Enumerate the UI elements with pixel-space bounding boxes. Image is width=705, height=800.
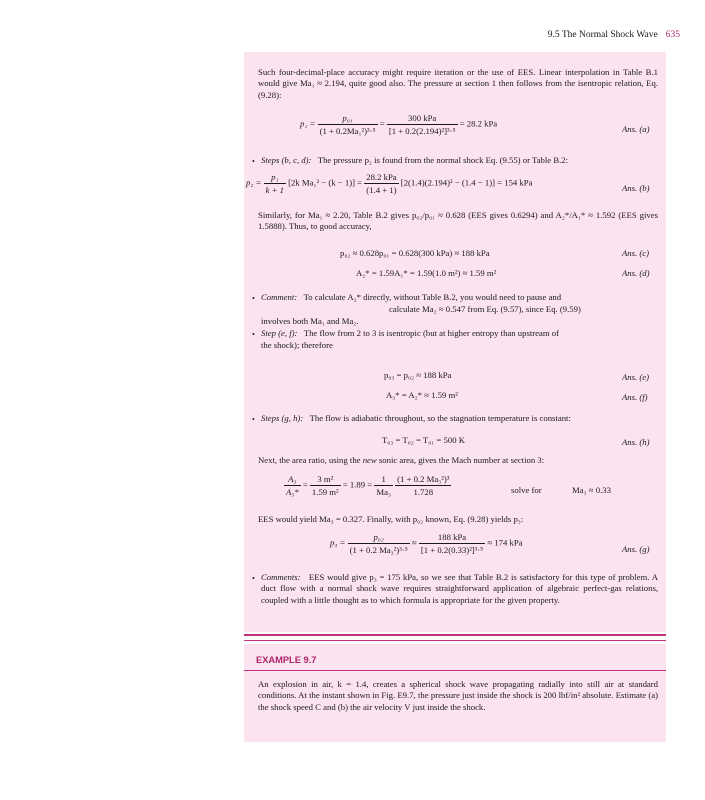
steps-gh: Steps (g, h): The flow is adiabatic throughout, so the stagnation temperature is constant: (261, 413, 571, 423)
answer-h: Ans. (h) (622, 437, 650, 447)
answer-b: Ans. (b) (622, 183, 650, 193)
eq-a-frac1: $\frac{\text{p₀₁}}{\text{(1 + 0.2Ma₁²)³·⁵}}$ (319, 113, 376, 136)
bullet-icon: • (252, 574, 255, 583)
similar-paragraph: Similarly, for Ma₁ ≈ 2.20, Table B.2 gives p₀₂/p₀₁ ≈ 0.628 (EES gives 0.6294) and A₂*/A₁* ≈ 1.592 (EES gives 1.5888). Thus, to good accuracy, (258, 210, 658, 232)
example-heading: EXAMPLE 9.7 (256, 655, 317, 665)
eq-a-frac2: $\frac{\text{300 kPa}}{\text{[1 + 0.2(2.194)²]³·⁵}}$ (388, 113, 456, 136)
bullet-icon: • (252, 330, 255, 339)
bullet-icon: • (252, 157, 255, 166)
ma3-result: Ma₃ ≈ 0.33 (572, 485, 611, 495)
next-paragraph: Next, the area ratio, using the new sonic area, gives the Mach number at section 3: (258, 455, 545, 465)
section-title: 9.5 The Normal Shock Wave (547, 30, 658, 40)
bullet-icon: • (252, 294, 255, 303)
eq-a-result: = 28.2 kPa (459, 118, 498, 129)
equation-g: p₃ = $\frac{\text{p₀₂}}{\text{(1 + 0.2 Ma₃²)³·⁵}}$ ≈ $\frac{\text{188 kPa}}{\text{[1 + 0.2(0.33)²]³·⁵}}$ ≈ 174 kPa (330, 532, 523, 555)
comments2-paragraph: Comments: EES would give p₃ = 175 kPa, so we see that Table B.2 is satisfactory for this type of problem. A duct flow with a normal shock wave requires straightforward application of algebraic perfect-gas relations, coupled with a little thought as to which formula is appropriate for the given property. (261, 572, 659, 605)
step-ef-line2: the shock); therefore (261, 340, 333, 350)
answer-e: Ans. (e) (622, 372, 650, 382)
equation-e: p₀₃ = p₀₂ ≈ 188 kPa (384, 370, 452, 380)
running-header (0, 30, 680, 40)
divider-rule-thin (244, 640, 666, 641)
divider-rule-top (244, 634, 666, 636)
answer-d: Ans. (d) (622, 268, 650, 278)
steps-bcd: Steps (b, c, d): The pressure p₂ is found from the normal shock Eq. (9.55) or Table B.2: (261, 155, 569, 165)
solve-for: solve for (511, 485, 542, 495)
comment1-line1: Comment: To calculate A₂* directly, without Table B.2, you would need to pause and (261, 292, 562, 302)
equation-c: p₀₂ ≈ 0.628p₀₁ = 0.628(300 kPa) ≈ 188 kPa (340, 248, 490, 258)
comment1-line3: involves both Ma₁ and Ma₂. (261, 316, 359, 326)
eq-a-lhs: p₁ = (300, 118, 316, 129)
answer-g: Ans. (g) (622, 544, 650, 554)
answer-a: Ans. (a) (622, 124, 650, 134)
page-number: 635 (665, 30, 680, 40)
example-paragraph: An explosion in air, k = 1.4, creates a spherical shock wave propagating radially into still air at standard conditions. At the instant shown in Fig. E9.7, the pressure just inside the shock is 200 lbf/in² absolute. Estimate (a) the shock speed C and (b) the air velocity V just inside the shock. (258, 679, 658, 712)
answer-f: Ans. (f) (622, 392, 648, 402)
equation-a: p₁ = $\frac{\text{p₀₁}}{\text{(1 + 0.2Ma₁²)³·⁵}}$ = $\frac{\text{300 kPa}}{\text{[1 + 0.2(2.194)²]³·⁵}}$ = 28.2 kPa (300, 113, 498, 136)
equation-d: A₂* = 1.59A₁* = 1.59(1.0 m²) ≈ 1.59 m² (356, 268, 497, 278)
equation-b: p₂ = $\frac{\text{p₁}}{k + 1}$ [2k Ma₁² − (k − 1)] = $\frac{\text{28.2 kPa}}{(1.4 + 1)}$ [2(1.4)(2.194)² − (1.4 − 1)] = 154 kPa (246, 172, 533, 195)
example-heading-rule (244, 670, 666, 671)
equation-area-ratio: $\frac{\text{A₃}}{\text{A₃*}}$ = $\frac{\text{3 m²}}{\text{1.59 m²}}$ = 1.89 = $\frac{1}{\text{Ma₃}}$ $\frac{\text{(1 + 0.2 Ma₃²)³}}{1.728}$ (286, 474, 450, 497)
equation-h: T₀₃ = T₀₂ = T₀₁ = 500 K (382, 435, 465, 445)
answer-c: Ans. (c) (622, 248, 650, 258)
comment1-line2: calculate Ma₂ ≈ 0.547 from Eq. (9.57), since Eq. (9.59) (389, 304, 581, 314)
step-ef-line1: Step (e, f): The flow from 2 to 3 is isentropic (but at higher entropy than upstream of (261, 328, 560, 338)
bullet-icon: • (252, 415, 255, 424)
ees-paragraph: EES would yield Ma₃ = 0.327. Finally, with p₀₂ known, Eq. (9.28) yields p₃: (258, 514, 524, 524)
equation-f: A₃* = A₂* ≈ 1.59 m² (386, 390, 458, 400)
intro-paragraph: Such four-decimal-place accuracy might require iteration or the use of EES. Linear interpolation in Table B.1 would give Ma₁ ≈ 2.194, quite good also. The pressure at section 1 then follows from the isentropic relation, Eq. (9.28): (258, 67, 658, 100)
